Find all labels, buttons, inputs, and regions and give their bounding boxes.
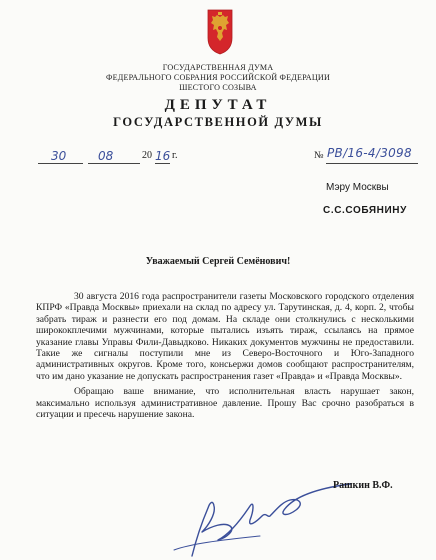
date-year-prefix: 20 [142,150,152,161]
org-line-1: ГОСУДАРСТВЕННАЯ ДУМА [162,63,274,72]
date-year-suffix: 16 [155,149,171,163]
recipient-title: Мэру Москвы [326,182,389,193]
letter-body [36,291,414,420]
number-line [326,163,418,164]
date-day: 30 [51,149,67,163]
letter-subtitle: ГОСУДАРСТВЕННОЙ ДУМЫ [113,115,323,129]
org-line-2: ФЕДЕРАЛЬНОГО СОБРАНИЯ РОССИЙСКОЙ ФЕДЕРАЦИИ [106,73,330,82]
handwritten-signature [150,470,360,558]
date-day-line [38,163,83,164]
registration-number: РВ/16-4/3098 [327,146,412,160]
org-line-3: ШЕСТОГО СОЗЫВА [179,83,257,92]
recipient-name: С.С.СОБЯНИНУ [323,205,407,216]
number-mark: № [314,150,324,161]
date-month-line [88,163,140,164]
date-month: 08 [98,149,114,163]
body-paragraph-1: 30 августа 2016 года распространители газеты Московского городского отделения КПРФ «Правда Москвы» приехали на склад по адресу ул. Тарутинская, д. 4, корп. 2, чтобы забрать тираж и разнести его под домам. На складе они столкнулись с несколькими ширококплечими мужчинами, которые пытались изъять тираж, ссылаясь на прямое указание главы Управы Фили-Давыдково. Никаких документов мужчины не предоставили. Такие же сигналы поступили мне из Северо-Восточного и Юго-Западного административных округов. Кроме того, консьержи домов сообщают распространителям, что им дано указание не допускать распространения газет «Правда» и «Правда Москвы». [36,291,414,382]
body-paragraph-2: Обращаю ваше внимание, что исполнительная власть нарушает закон, максимально используя административное давление. Прошу Вас срочно разобраться в ситуации и пресечь нарушение закона. [36,386,414,421]
russian-coat-of-arms-icon [206,8,234,56]
salutation: Уважаемый Сергей Семёнович! [145,256,291,267]
date-year-mark: г. [172,150,178,161]
date-year-line [155,163,170,164]
signer-name: Рашкин В.Ф. [333,480,393,491]
letter-title: ДЕПУТАТ [164,97,272,113]
